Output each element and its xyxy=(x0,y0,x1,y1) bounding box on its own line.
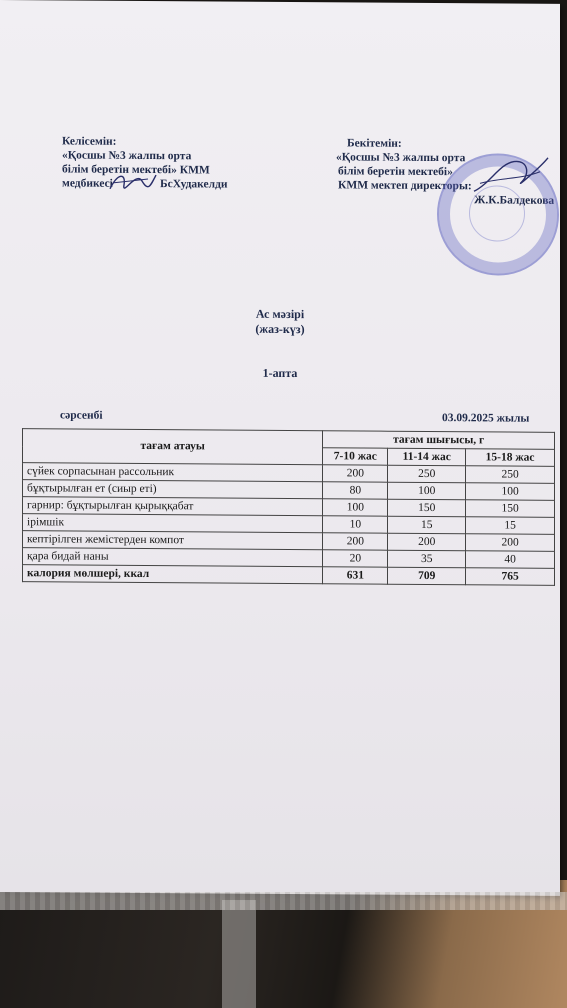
calorie-value: 765 xyxy=(466,568,555,586)
portion-value: 80 xyxy=(323,482,388,499)
portion-value: 40 xyxy=(466,551,555,569)
calorie-value: 709 xyxy=(388,567,466,585)
approval-left-line2: «Қосшы №3 жалпы орта xyxy=(62,149,192,163)
total-label: калория мөлшері, ккал xyxy=(23,565,323,584)
menu-title: Ас мәзірі xyxy=(255,306,305,322)
dish-name: гарнир: бұқтырылған қырыққабат xyxy=(23,497,323,516)
plastic-sleeve-edge xyxy=(0,892,567,910)
portion-value: 200 xyxy=(466,534,555,552)
portion-value: 35 xyxy=(388,550,466,568)
approval-right-line3: білім беретін мектебі» xyxy=(338,165,453,179)
approval-left-line4-prefix: медбикесі xyxy=(62,177,113,190)
header-output: тағам шығысы, г xyxy=(323,431,555,450)
approval-right-line4: КММ мектеп директоры: xyxy=(338,179,472,193)
menu-date: 03.09.2025 жылы xyxy=(442,412,530,425)
portion-value: 100 xyxy=(323,499,388,516)
portion-value: 100 xyxy=(388,482,466,500)
background-strip xyxy=(222,900,256,1008)
portion-value: 200 xyxy=(388,533,466,551)
header-age-group: 15-18 жас xyxy=(466,449,555,467)
day-of-week: сәрсенбі xyxy=(60,409,103,422)
portion-value: 20 xyxy=(323,550,388,567)
portion-value: 100 xyxy=(466,483,555,501)
dish-name: ірімшік xyxy=(23,514,323,533)
table-header-row xyxy=(23,429,555,450)
approval-right-line2: «Қосшы №3 жалпы орта xyxy=(336,151,466,165)
menu-table xyxy=(22,428,555,586)
approval-left-name: БсХудакелди xyxy=(160,178,228,191)
dish-name: сүйек сорпасынан рассольник xyxy=(23,463,323,482)
portion-value: 250 xyxy=(388,465,466,483)
calorie-value: 631 xyxy=(323,567,388,584)
approval-right-name: Ж.К.Балдекова xyxy=(474,194,555,207)
portion-value: 15 xyxy=(388,516,466,534)
menu-season: (жаз-күз) xyxy=(255,321,305,337)
header-age-group: 11-14 жас xyxy=(388,448,466,466)
left-signature xyxy=(108,169,158,195)
dish-name: бұқтырылған ет (сиыр еті) xyxy=(23,480,323,499)
portion-value: 200 xyxy=(323,533,388,550)
portion-value: 250 xyxy=(466,466,555,484)
right-signature xyxy=(470,153,550,200)
portion-value: 200 xyxy=(323,465,388,482)
total-calories-row xyxy=(23,565,555,586)
menu-week: 1-апта xyxy=(262,365,298,381)
portion-value: 150 xyxy=(466,500,555,518)
dish-name: кептірілген жемістерден компот xyxy=(23,531,323,550)
portion-value: 10 xyxy=(323,516,388,533)
dish-name: қара бидай наны xyxy=(23,548,323,567)
approval-right-line1: Бекітемін: xyxy=(347,137,402,150)
portion-value: 15 xyxy=(466,517,555,535)
portion-value: 150 xyxy=(388,499,466,517)
header-dish-name: тағам атауы xyxy=(23,429,323,465)
approval-left-line3: білім беретін мектебі» КММ xyxy=(62,163,210,177)
approval-left-line1: Келісемін: xyxy=(62,135,117,148)
header-age-group: 7-10 жас xyxy=(323,448,388,465)
